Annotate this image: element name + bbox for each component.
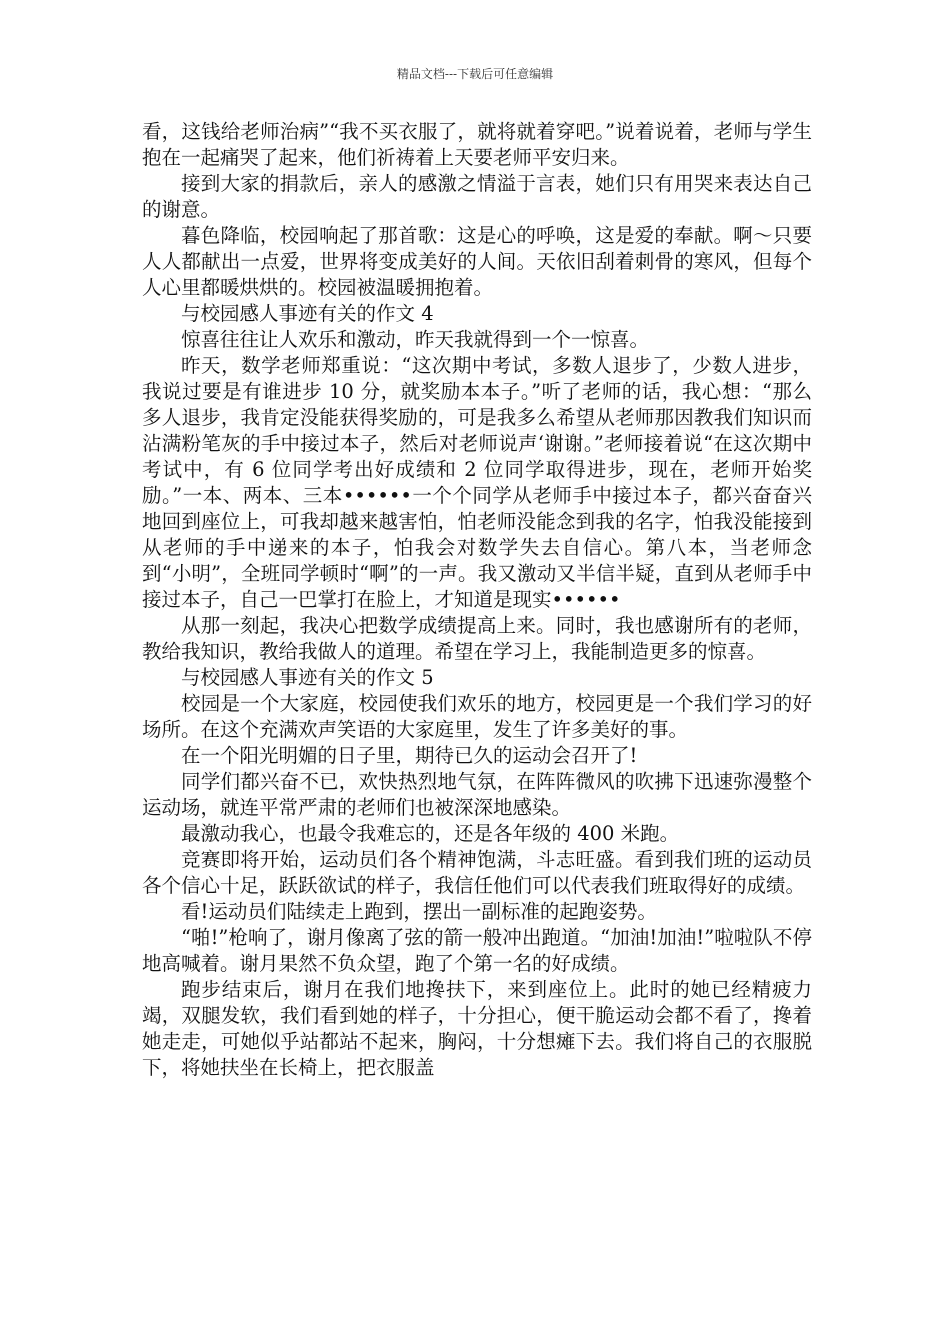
section-heading: 与校园感人事迹有关的作文 4 [181, 302, 434, 325]
body-paragraph: 在一个阳光明媚的日子里，期待已久的运动会召开了! [181, 744, 638, 767]
body-paragraph: “啪!”枪响了，谢月像离了弦的箭一般冲出跑道。“加油!加油!”啦啦队不停地高喊着。谢月果然不负众望，跑了个第一名的好成绩。 [142, 926, 812, 975]
body-paragraph: 接到大家的捐款后，亲人的感激之情溢于言表，她们只有用哭来表达自己的谢意。 [142, 172, 812, 221]
body-paragraph: 同学们都兴奋不已，欢快热烈地气氛，在阵阵微风的吹拂下迅速弥漫整个运动场，就连平常严肃的老师们也被深深地感染。 [142, 770, 812, 819]
body-paragraph: 竞赛即将开始，运动员们各个精神饱满，斗志旺盛。看到我们班的运动员各个信心十足，跃跃欲试的样子，我信任他们可以代表我们班取得好的成绩。 [142, 848, 812, 897]
body-paragraph: 看!运动员们陆续走上跑到，摆出一副标准的起跑姿势。 [181, 900, 657, 923]
section-heading: 与校园感人事迹有关的作文 5 [181, 666, 434, 689]
page-header: 精品文档---下载后可任意编辑 [396, 67, 554, 81]
body-paragraph: 最激动我心，也最令我难忘的，还是各年级的 400 米跑。 [181, 822, 680, 845]
body-paragraph: 暮色降临，校园响起了那首歌：这是心的呼唤，这是爱的奉献。啊～只要人人都献出一点爱，世界将变成美好的人间。天依旧刮着刺骨的寒风，但每个人心里都暖烘烘的。校园被温暖拥抱着。 [142, 224, 812, 299]
body-paragraph: 从那一刻起，我决心把数学成绩提高上来。同时，我也感谢所有的老师，教给我知识，教给我做人的道理。希望在学习上，我能制造更多的惊喜。 [142, 614, 812, 663]
body-paragraph: 跑步结束后，谢月在我们地搀扶下，来到座位上。此时的她已经精疲力竭，双腿发软，我们看到她的样子，十分担心，便干脆运动会都不看了，搀着她走走，可她似乎站都站不起来，胸闷，十分想瘫下去。我们将自己的衣服脱下，将她扶坐在长椅上，把衣服盖 [142, 978, 812, 1079]
body-paragraph: 惊喜往往让人欢乐和激动，昨天我就得到一个一惊喜。 [181, 328, 650, 351]
document-body [142, 119, 812, 1081]
body-paragraph: 校园是一个大家庭，校园使我们欢乐的地方，校园更是一个我们学习的好场所。在这个充满欢声笑语的大家庭里，发生了许多美好的事。 [142, 692, 812, 741]
body-paragraph: 看，这钱给老师治病”“我不买衣服了，就将就着穿吧。”说着说着，老师与学生抱在一起痛哭了起来，他们祈祷着上天要老师平安归来。 [142, 120, 812, 169]
body-paragraph: 昨天，数学老师郑重说：“这次期中考试，多数人退步了，少数人进步，我说过要是有谁进步 10 分，就奖励本本子。”听了老师的话，我心想：“那么多人退步，我肯定没能获得奖励的，可是我多么希望从老师那因教我们知识而沾满粉笔灰的手中接过本子，然后对老师说声‘谢谢。”老师接着说“在这次期中考试中，有 6 位同学考出好成绩和 2 位同学取得进步，现在，老师开始奖励。”一本、两本、三本••••••一个个同学从老师手中接过本子，都兴奋奋兴地回到座位上，可我却越来越害怕，怕老师没能念到我的名字，怕我没能接到从老师的手中递来的本子，怕我会对数学失去自信心。第八本，当老师念到“小明”，全班同学顿时“啊”的一声。我又激动又半信半疑，直到从老师手中接过本子，自己一巴掌打在脸上，才知道是现实•••••• [142, 354, 812, 611]
